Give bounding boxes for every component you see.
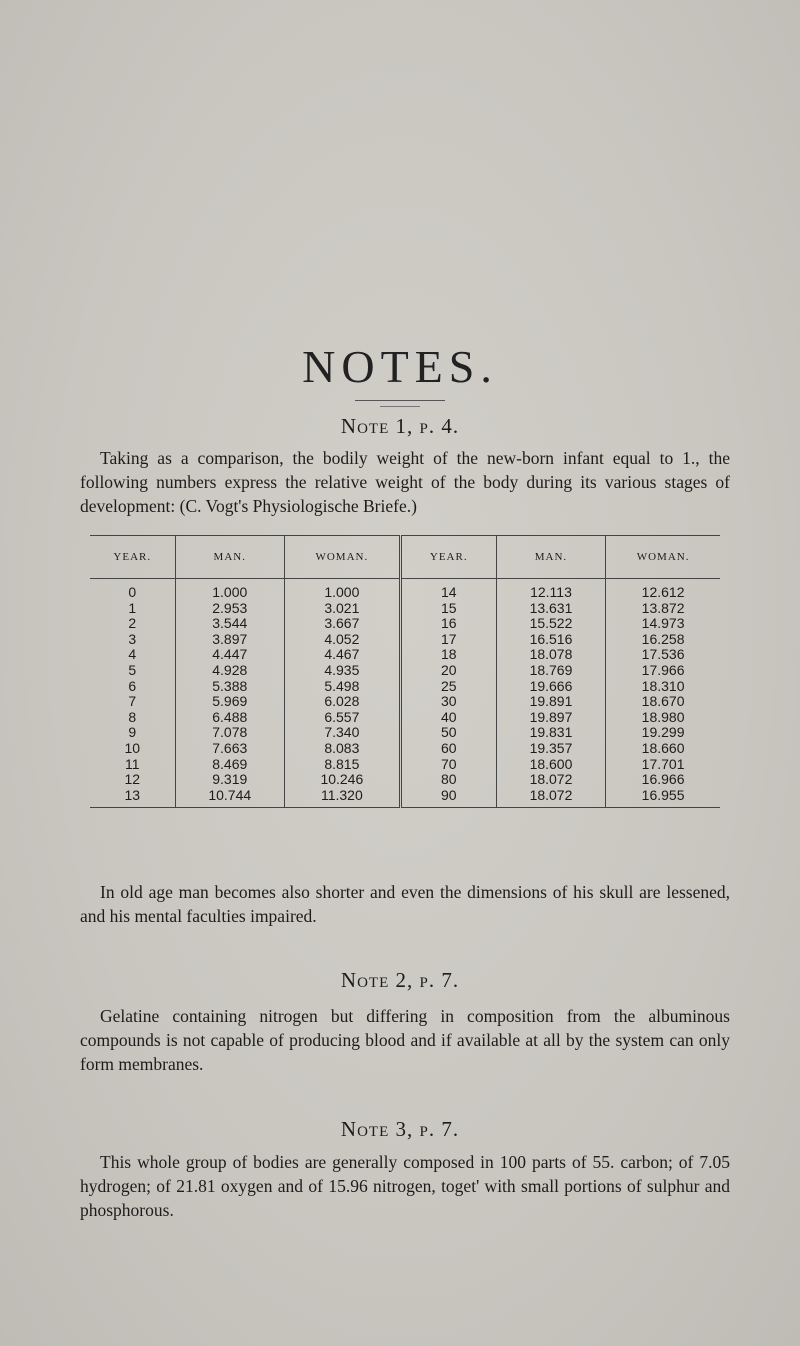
woman-cell: 11.320	[284, 788, 400, 808]
woman-cell: 3.667	[284, 616, 400, 632]
man-cell: 19.831	[496, 725, 605, 741]
table-row	[90, 772, 720, 788]
year-cell: 5	[128, 661, 137, 678]
man-cell: 19.897	[496, 710, 605, 726]
woman-cell: 4.052	[284, 632, 400, 648]
year-cell: 11	[125, 755, 140, 772]
year-cell: 80	[400, 772, 496, 788]
year-cell: 18	[400, 647, 496, 663]
table-row	[90, 694, 720, 710]
year-cell: 20	[400, 663, 496, 679]
table-row	[90, 757, 720, 773]
man-cell: 5.969	[175, 694, 284, 710]
table-body	[90, 579, 720, 808]
table-header-row	[90, 536, 720, 579]
woman-cell: 18.660	[606, 741, 720, 757]
man-cell: 16.516	[496, 632, 605, 648]
woman-cell: 6.557	[284, 710, 400, 726]
man-cell: 18.600	[496, 757, 605, 773]
woman-cell: 19.299	[606, 725, 720, 741]
table-row	[90, 647, 720, 663]
table-row	[90, 788, 720, 808]
note-1-intro: Taking as a comparison, the bodily weight of the new-born infant equal to 1., the following numbers express the relative weight of the body during its various stages of development: (C. Vogt's Physiologische Briefe.)	[80, 448, 730, 516]
man-cell: 4.928	[175, 663, 284, 679]
note-2-heading: Note 2, p. 7.	[340, 968, 460, 992]
man-cell: 9.319	[175, 772, 284, 788]
year-cell: 60	[400, 741, 496, 757]
woman-cell: 10.246	[284, 772, 400, 788]
col-man-2: MAN.	[496, 536, 605, 579]
man-cell: 18.769	[496, 663, 605, 679]
year-cell: 9	[128, 724, 137, 741]
table-row	[90, 632, 720, 648]
woman-cell: 3.021	[284, 601, 400, 617]
man-cell: 8.469	[175, 757, 284, 773]
man-cell: 12.113	[496, 579, 605, 601]
col-woman-2: WOMAN.	[606, 536, 720, 579]
year-cell: 50	[400, 725, 496, 741]
woman-cell: 17.966	[606, 663, 720, 679]
man-cell: 10.744	[175, 788, 284, 808]
woman-cell: 14.973	[606, 616, 720, 632]
woman-cell: 13.872	[606, 601, 720, 617]
title-rule-short	[380, 406, 420, 407]
table-row	[90, 741, 720, 757]
note-3-text: This whole group of bodies are generally composed in 100 parts of 55. carbon; of 7.05 hydrogen; of 21.81 oxygen and of 15.96 nitrogen, toget' with small portions of sulphur and phosphorous.	[80, 1152, 730, 1220]
woman-cell: 16.258	[606, 632, 720, 648]
note-2-text: Gelatine containing nitrogen but differing in composition from the albuminous compounds is not capable of producing blood and if available at all by the system can only form membranes.	[80, 1006, 730, 1074]
man-cell: 4.447	[175, 647, 284, 663]
col-year-2: YEAR.	[400, 536, 496, 579]
woman-cell: 4.935	[284, 663, 400, 679]
col-woman-1: WOMAN.	[284, 536, 400, 579]
weight-table	[90, 535, 720, 808]
year-cell: 12	[124, 771, 141, 788]
col-man-1: MAN.	[175, 536, 284, 579]
man-cell: 18.072	[496, 788, 605, 808]
table-row	[90, 679, 720, 695]
woman-cell: 16.955	[606, 788, 720, 808]
woman-cell: 12.612	[606, 579, 720, 601]
woman-cell: 1.000	[284, 579, 400, 601]
year-cell: 8	[128, 708, 137, 725]
year-cell: 30	[400, 694, 496, 710]
man-cell: 19.357	[496, 741, 605, 757]
man-cell: 7.663	[175, 741, 284, 757]
table-row	[90, 725, 720, 741]
woman-cell: 6.028	[284, 694, 400, 710]
table-row	[90, 579, 720, 601]
man-cell: 18.072	[496, 772, 605, 788]
man-cell: 5.388	[175, 679, 284, 695]
year-cell: 0	[128, 584, 137, 600]
year-cell: 7	[128, 693, 137, 710]
table-row	[90, 616, 720, 632]
table-row	[90, 601, 720, 617]
year-cell: 70	[400, 757, 496, 773]
man-cell: 1.000	[175, 579, 284, 601]
man-cell: 2.953	[175, 601, 284, 617]
man-cell: 19.891	[496, 694, 605, 710]
man-cell: 7.078	[175, 725, 284, 741]
year-cell: 90	[400, 788, 496, 808]
woman-cell: 16.966	[606, 772, 720, 788]
year-cell: 25	[400, 679, 496, 695]
woman-cell: 8.815	[284, 757, 400, 773]
woman-cell: 18.310	[606, 679, 720, 695]
man-cell: 13.631	[496, 601, 605, 617]
note-1-heading: Note 1, p. 4.	[340, 414, 460, 438]
year-cell: 4	[128, 646, 137, 663]
man-cell: 18.078	[496, 647, 605, 663]
woman-cell: 17.536	[606, 647, 720, 663]
year-cell: 14	[400, 579, 496, 601]
year-cell: 2	[128, 615, 137, 632]
year-cell: 13	[90, 788, 175, 808]
table-row	[90, 663, 720, 679]
man-cell: 15.522	[496, 616, 605, 632]
woman-cell: 18.980	[606, 710, 720, 726]
year-cell: 15	[400, 601, 496, 617]
col-year-1: YEAR.	[90, 536, 175, 579]
year-cell: 16	[400, 616, 496, 632]
year-cell: 3	[128, 630, 137, 647]
year-cell: 40	[400, 710, 496, 726]
year-cell: 6	[128, 677, 137, 694]
woman-cell: 18.670	[606, 694, 720, 710]
woman-cell: 17.701	[606, 757, 720, 773]
woman-cell: 4.467	[284, 647, 400, 663]
man-cell: 3.897	[175, 632, 284, 648]
year-cell: 1	[128, 599, 137, 616]
note-1-after: In old age man becomes also shorter and even the dimensions of his skull are lessened, and his mental faculties impaired.	[80, 882, 730, 926]
man-cell: 6.488	[175, 710, 284, 726]
table-row	[90, 710, 720, 726]
title-rule	[355, 400, 445, 401]
page-title: NOTES.	[302, 341, 498, 392]
woman-cell: 8.083	[284, 741, 400, 757]
man-cell: 19.666	[496, 679, 605, 695]
note-3-heading: Note 3, p. 7.	[340, 1117, 460, 1141]
woman-cell: 5.498	[284, 679, 400, 695]
woman-cell: 7.340	[284, 725, 400, 741]
year-cell: 17	[400, 632, 496, 648]
man-cell: 3.544	[175, 616, 284, 632]
year-cell: 10	[124, 739, 141, 756]
